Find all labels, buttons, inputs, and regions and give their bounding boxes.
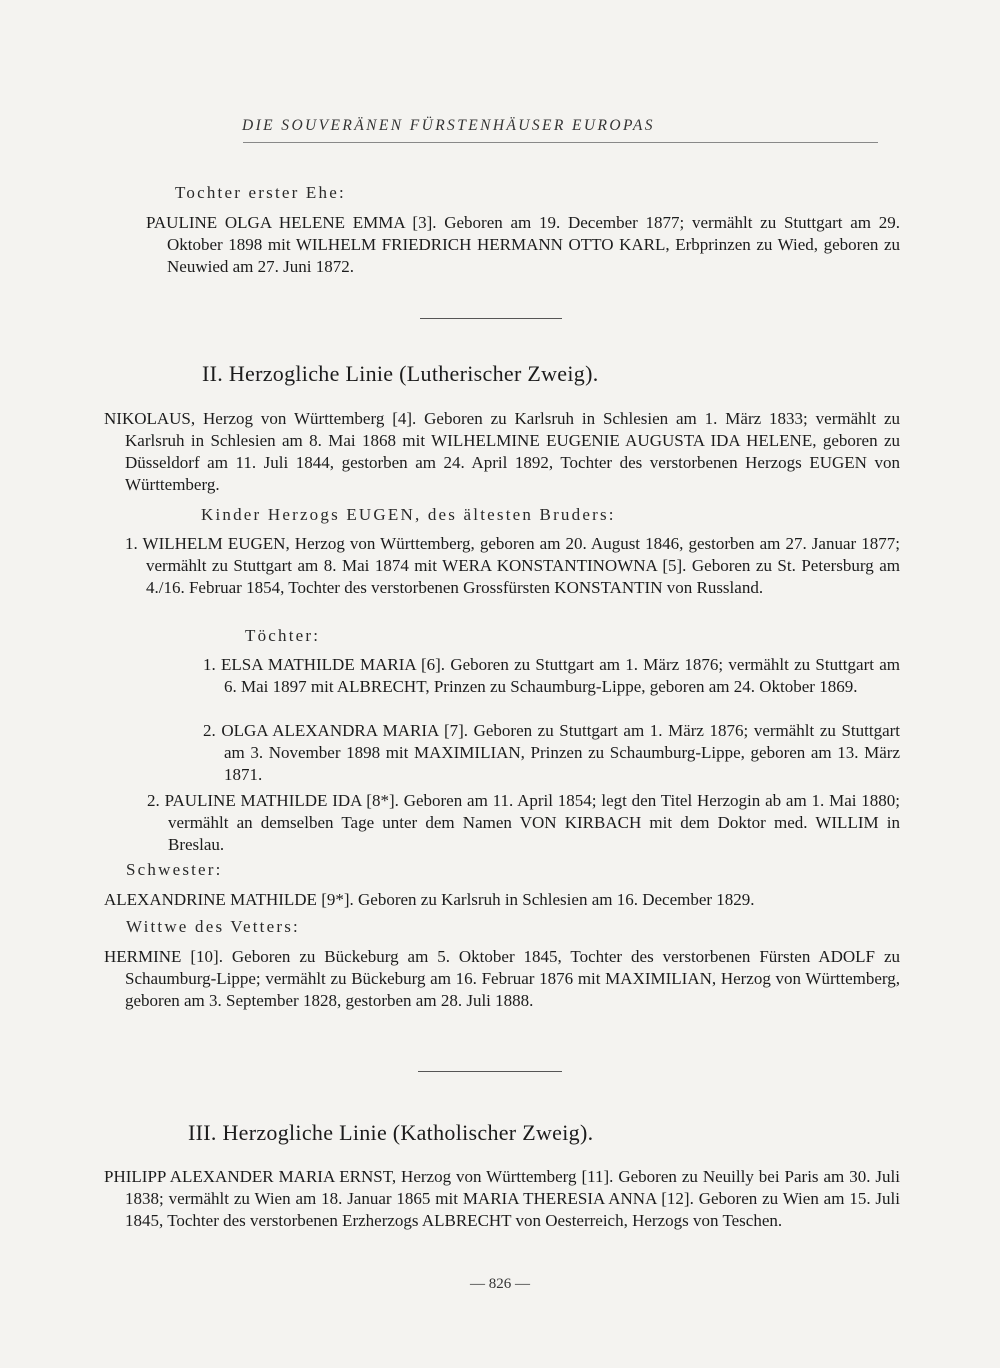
heading-schwester: Schwester: (126, 860, 223, 879)
entry-pauline-olga: PAULINE OLGA HELENE EMMA [3]. Geboren am 19. December 1877; vermählt zu Stuttgart am 29. Oktober 1898 mit WILHELM FRIEDRICH HERMANN OTTO KARL, Erbprinzen zu Wied, geboren zu Neuwied am 27. Juni 1872. (146, 213, 900, 276)
entry-philipp: PHILIPP ALEXANDER MARIA ERNST, Herzog von Württemberg [11]. Geboren zu Neuilly bei Paris am 30. Juli 1838; vermählt zu Wien am 18. Januar 1865 mit MARIA THERESIA ANNA [12]. Geboren zu Wien am 15. Juli 1845, Tochter des verstorbenen Erzherzogs ALBRECHT von Oesterreich, Herzogs von Teschen. (104, 1167, 900, 1230)
entry-nikolaus: NIKOLAUS, Herzog von Württemberg [4]. Geboren zu Karlsruh in Schlesien am 1. März 1833; vermählt zu Karlsruh in Schlesien am 8. Mai 1868 mit WILHELMINE EUGENIE AUGUSTA IDA HELENE, geboren zu Düsseldorf am 11. Juli 1844, gestorben am 24. April 1892, Tochter des verstorbenen Herzogs EUGEN von Württemberg. (104, 409, 900, 494)
header-rule (243, 142, 878, 143)
heading-kinder: Kinder Herzogs EUGEN, des ältesten Bruders: (201, 505, 616, 524)
section-title-ii: II. Herzogliche Linie (Lutherischer Zweig). (202, 361, 599, 386)
heading-toechter: Töchter: (245, 626, 321, 645)
entry-child-pauline-mathilde: 2. PAULINE MATHILDE IDA [8*]. Geboren am 11. April 1854; legt den Titel Herzogin ab am 1. Mai 1880; vermählt an demselben Tage unter dem Namen VON KIRBACH mit dem Doktor med. WILLIM in Breslau. (147, 791, 900, 854)
section-divider-1 (420, 318, 562, 319)
running-header: DIE SOUVERÄNEN FÜRSTENHÄUSER EUROPAS (242, 117, 655, 134)
entry-child-wilhelm-eugen: 1. WILHELM EUGEN, Herzog von Württemberg, geboren am 20. August 1846, gestorben am 27. Januar 1877; vermählt zu Stuttgart am 8. Mai 1874 mit WERA KONSTANTINOWNA [5]. Geboren zu St. Petersburg am 4./16. Februar 1854, Tochter des verstorbenen Grossfürsten KONSTANTIN von Russland. (125, 534, 900, 597)
section-title-iii: III. Herzogliche Linie (Katholischer Zweig). (188, 1120, 594, 1145)
section-divider-2 (418, 1071, 562, 1072)
entry-alexandrine: ALEXANDRINE MATHILDE [9*]. Geboren zu Karlsruh in Schlesien am 16. December 1829. (104, 890, 755, 909)
heading-tochter-erster-ehe: Tochter erster Ehe: (175, 183, 346, 202)
page-number: — 826 — (470, 1276, 530, 1292)
heading-wittwe: Wittwe des Vetters: (126, 917, 300, 936)
entry-hermine: HERMINE [10]. Geboren zu Bückeburg am 5. Oktober 1845, Tochter des verstorbenen Fürsten ADOLF zu Schaumburg-Lippe; vermählt zu Bückeburg am 16. Februar 1876 mit MAXIMILIAN, Herzog von Württemberg, geboren am 3. September 1828, gestorben am 28. Juli 1888. (104, 947, 900, 1010)
entry-daughter-elsa: 1. ELSA MATHILDE MARIA [6]. Geboren zu Stuttgart am 1. März 1876; vermählt zu Stuttgart am 6. Mai 1897 mit ALBRECHT, Prinzen zu Schaumburg-Lippe, geboren am 24. Oktober 1869. (203, 655, 900, 696)
entry-daughter-olga: 2. OLGA ALEXANDRA MARIA [7]. Geboren zu Stuttgart am 1. März 1876; vermählt zu Stuttgart am 3. November 1898 mit MAXIMILIAN, Prinzen zu Schaumburg-Lippe, geboren am 13. März 1871. (203, 721, 900, 784)
